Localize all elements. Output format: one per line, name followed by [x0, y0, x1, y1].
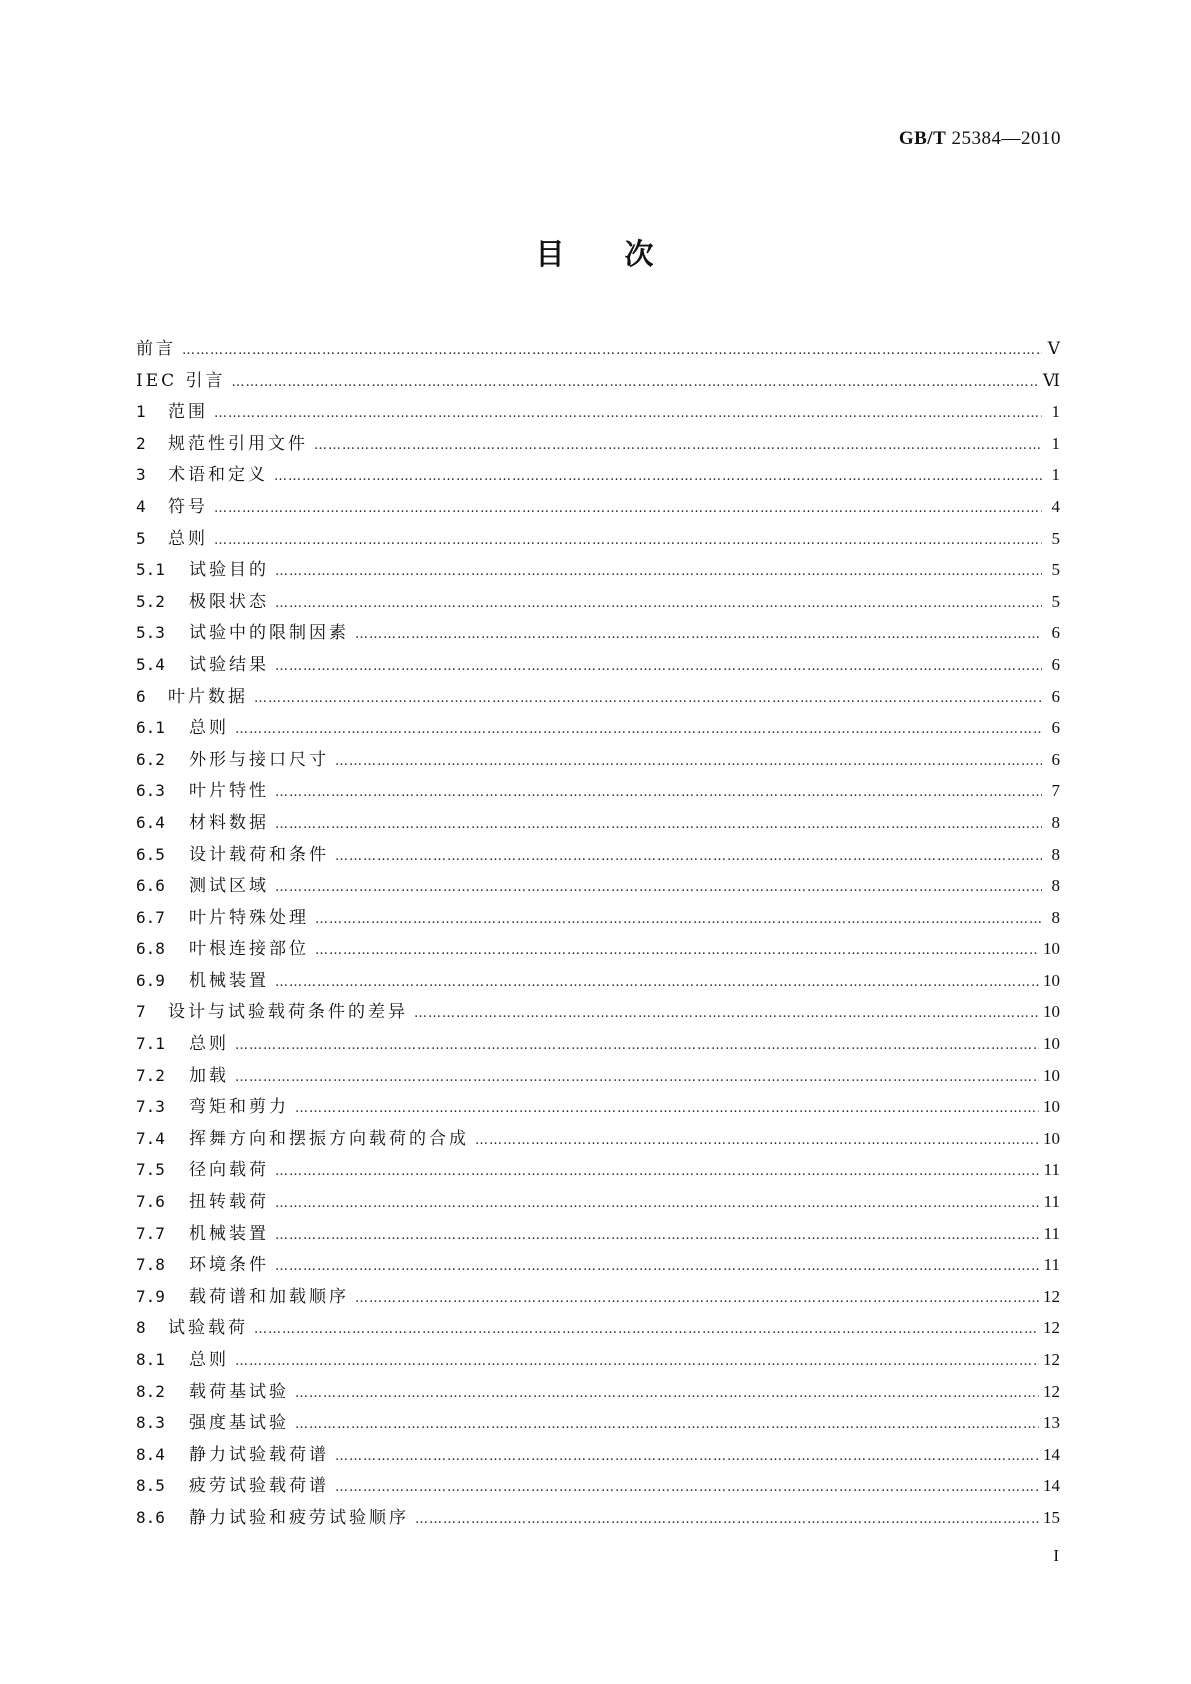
toc-entry[interactable]	[136, 1502, 1060, 1534]
toc-entry-page: 6	[1051, 749, 1060, 769]
toc-entry-page: 10	[1043, 939, 1060, 959]
page-title-char-2: 次	[624, 237, 656, 271]
toc-entry-page: 10	[1043, 1097, 1060, 1117]
toc-entry-number: 6.5	[136, 844, 165, 864]
toc-entry-page: 12	[1043, 1350, 1060, 1369]
toc-entry-label: 叶片特性	[189, 781, 269, 802]
toc-leader-dots	[214, 398, 1042, 430]
standard-code-prefix: GB/T	[898, 128, 947, 149]
toc-leader-dots	[414, 998, 1039, 1030]
page-title-char-1: 目	[535, 237, 567, 271]
toc-entry-label: 总则	[189, 718, 229, 739]
toc-entry[interactable]	[136, 807, 1060, 839]
toc-entry-label: 总则	[168, 528, 208, 549]
toc-leader-dots	[335, 841, 1042, 873]
toc-entry-number: 4	[136, 496, 146, 516]
toc-entry-label: 测试区域	[189, 876, 269, 897]
toc-entry-number: 5.4	[136, 654, 165, 674]
toc-entry-page: 12	[1043, 1286, 1060, 1306]
toc-entry[interactable]	[136, 1186, 1060, 1218]
toc-entry-number: 8.3	[136, 1413, 165, 1433]
toc-entry[interactable]	[136, 744, 1060, 776]
toc-entry-page: 10	[1043, 1002, 1060, 1022]
toc-entry[interactable]	[136, 491, 1060, 523]
toc-entry-page: 8	[1051, 844, 1060, 864]
page-number: I	[1053, 1546, 1059, 1565]
toc-entry-number: 7.8	[136, 1255, 165, 1275]
toc-entry-label: 载荷谱和加载顺序	[189, 1286, 349, 1307]
toc-leader-dots	[235, 714, 1042, 746]
toc-entry[interactable]	[136, 1312, 1060, 1344]
toc-entry-label: 试验载荷	[168, 1318, 248, 1339]
toc-entry-label: 试验结果	[189, 654, 269, 675]
toc-entry-number: 6	[136, 686, 146, 706]
toc-entry-label: 弯矩和剪力	[189, 1097, 289, 1118]
toc-leader-dots	[235, 1030, 1039, 1062]
toc-leader-dots	[295, 1409, 1039, 1441]
toc-entry[interactable]	[136, 459, 1060, 491]
toc-entry-page: 12	[1043, 1381, 1060, 1401]
toc-leader-dots	[355, 619, 1042, 651]
toc-entry[interactable]	[136, 586, 1060, 618]
toc-entry[interactable]	[136, 839, 1060, 871]
toc-entry[interactable]	[136, 396, 1060, 428]
toc-entry[interactable]	[136, 1281, 1060, 1313]
toc-entry-page: 8	[1051, 907, 1060, 927]
toc-entry-page: 10	[1043, 1034, 1060, 1054]
toc-entry-label: 机械装置	[189, 1223, 269, 1244]
toc-entry-label: IEC 引言	[136, 370, 226, 391]
toc-leader-dots	[295, 1093, 1039, 1125]
toc-entry[interactable]	[136, 1439, 1060, 1471]
toc-entry-page: 8	[1051, 812, 1060, 832]
toc-leader-dots	[254, 683, 1042, 715]
toc-entry[interactable]	[136, 1249, 1060, 1281]
toc-entry-label: 载荷基试验	[189, 1381, 289, 1402]
toc-entry-label: 疲劳试验载荷谱	[189, 1476, 329, 1497]
toc-entry[interactable]	[136, 1344, 1060, 1376]
toc-leader-dots	[274, 461, 1042, 493]
toc-entry-page: 1	[1051, 465, 1060, 485]
toc-leader-dots	[275, 651, 1042, 683]
toc-entry-label: 强度基试验	[189, 1413, 289, 1434]
toc-entry-number: 7.3	[136, 1097, 165, 1117]
toc-entry-page: 6	[1051, 623, 1060, 643]
toc-entry-label: 范围	[168, 402, 208, 423]
toc-entry-page: 6	[1051, 654, 1060, 674]
toc-leader-dots	[275, 777, 1042, 809]
toc-entry[interactable]	[136, 1218, 1060, 1250]
toc-entry[interactable]	[136, 1154, 1060, 1186]
toc-leader-dots	[295, 1378, 1039, 1410]
toc-leader-dots	[415, 1504, 1039, 1536]
toc-entry-label: 试验中的限制因素	[189, 623, 349, 644]
toc-entry-label: 叶片特殊处理	[189, 907, 309, 928]
toc-entry-page: 10	[1043, 1065, 1060, 1085]
toc-entry-page: 11	[1043, 1192, 1060, 1212]
page-title	[0, 232, 1191, 273]
toc-entry-number: 7.1	[136, 1034, 165, 1054]
standard-code	[899, 128, 1061, 150]
toc-leader-dots	[232, 367, 1039, 399]
toc-entry-label: 设计载荷和条件	[189, 844, 329, 865]
toc-entry[interactable]	[136, 965, 1060, 997]
toc-entry-number: 8	[136, 1318, 146, 1338]
toc-entry[interactable]	[136, 617, 1060, 649]
toc-entry-label: 符号	[168, 496, 208, 517]
toc-entry[interactable]	[136, 1060, 1060, 1092]
toc-entry-label: 叶根连接部位	[189, 939, 309, 960]
toc-entry-number: 5.2	[136, 591, 165, 611]
toc-entry[interactable]	[136, 933, 1060, 965]
toc-entry-number: 2	[136, 433, 146, 453]
toc-entry-page: 14	[1043, 1476, 1060, 1496]
toc-entry-number: 8.6	[136, 1507, 165, 1527]
toc-entry[interactable]	[136, 681, 1060, 713]
toc-entry-page: 8	[1051, 876, 1060, 896]
toc-entry-label: 环境条件	[189, 1255, 269, 1276]
toc-entry-number: 8.1	[136, 1350, 165, 1369]
toc-entry-number: 6.2	[136, 749, 165, 769]
toc-entry-page: 14	[1043, 1444, 1060, 1464]
table-of-contents	[136, 333, 1060, 1534]
toc-leader-dots	[275, 1220, 1040, 1252]
toc-entry-page: 11	[1043, 1223, 1060, 1243]
toc-entry-label: 扭转载荷	[189, 1192, 269, 1213]
toc-entry-page: 5	[1051, 591, 1060, 611]
toc-entry[interactable]	[136, 996, 1060, 1028]
toc-entry[interactable]	[136, 333, 1060, 365]
toc-entry-page: 1	[1051, 433, 1060, 453]
toc-entry-page: 6	[1051, 718, 1060, 738]
toc-entry-number: 7.6	[136, 1192, 165, 1212]
toc-entry-label: 材料数据	[189, 812, 269, 833]
toc-entry-label: 径向载荷	[189, 1160, 269, 1181]
toc-leader-dots	[275, 872, 1042, 904]
toc-leader-dots	[214, 493, 1042, 525]
toc-leader-dots	[315, 904, 1042, 936]
toc-entry-number: 6.3	[136, 781, 165, 801]
toc-entry[interactable]	[136, 1407, 1060, 1439]
toc-leader-dots	[235, 1062, 1039, 1094]
toc-entry-label: 外形与接口尺寸	[189, 749, 329, 770]
toc-entry-page: 13	[1043, 1413, 1060, 1433]
toc-entry[interactable]	[136, 1470, 1060, 1502]
toc-entry-page: 6	[1051, 686, 1060, 706]
toc-entry-number: 6.8	[136, 939, 165, 959]
toc-entry[interactable]	[136, 1028, 1060, 1060]
toc-entry-label: 加载	[189, 1065, 229, 1086]
toc-leader-dots	[275, 588, 1042, 620]
toc-entry[interactable]	[136, 870, 1060, 902]
toc-entry-page: 12	[1043, 1318, 1060, 1338]
toc-entry[interactable]	[136, 554, 1060, 586]
toc-entry-page: 5	[1051, 528, 1060, 548]
toc-entry[interactable]	[136, 712, 1060, 744]
toc-entry-number: 3	[136, 465, 146, 485]
toc-entry-number: 6.1	[136, 718, 165, 738]
toc-entry-page: Ⅵ	[1042, 370, 1060, 390]
toc-leader-dots	[235, 1346, 1039, 1378]
toc-leader-dots	[315, 935, 1039, 967]
toc-leader-dots	[214, 525, 1042, 557]
toc-leader-dots	[275, 556, 1042, 588]
toc-entry[interactable]	[136, 1123, 1060, 1155]
toc-leader-dots	[335, 746, 1042, 778]
toc-entry-number: 8.4	[136, 1444, 165, 1464]
toc-leader-dots	[275, 1188, 1040, 1220]
toc-entry-page: 1	[1051, 402, 1060, 422]
toc-entry-number: 5.1	[136, 560, 165, 580]
toc-entry[interactable]	[136, 1376, 1060, 1408]
toc-leader-dots	[182, 335, 1042, 367]
toc-entry[interactable]	[136, 1091, 1060, 1123]
toc-entry-number: 6.7	[136, 907, 165, 927]
toc-entry-number: 5	[136, 528, 146, 548]
toc-entry-page: 10	[1043, 970, 1060, 990]
toc-entry-number: 5.3	[136, 623, 165, 643]
toc-leader-dots	[475, 1125, 1039, 1157]
toc-entry-label: 总则	[189, 1350, 229, 1370]
toc-entry-number: 8.5	[136, 1476, 165, 1496]
toc-entry-label: 前言	[136, 339, 176, 359]
toc-entry[interactable]	[136, 365, 1060, 397]
toc-entry-page: 4	[1051, 496, 1060, 516]
toc-entry-page: 5	[1051, 560, 1060, 580]
toc-entry-label: 规范性引用文件	[168, 433, 308, 454]
toc-leader-dots	[335, 1441, 1039, 1473]
toc-entry[interactable]	[136, 523, 1060, 555]
toc-entry-number: 7.7	[136, 1223, 165, 1243]
toc-entry[interactable]	[136, 775, 1060, 807]
toc-entry-number: 8.2	[136, 1381, 165, 1401]
toc-entry-number: 7.2	[136, 1065, 165, 1085]
toc-leader-dots	[355, 1283, 1039, 1315]
toc-leader-dots	[254, 1314, 1039, 1346]
toc-entry-label: 静力试验和疲劳试验顺序	[189, 1507, 409, 1528]
toc-leader-dots	[275, 967, 1039, 999]
toc-leader-dots	[335, 1472, 1039, 1504]
toc-entry-number: 7.9	[136, 1286, 165, 1306]
toc-entry-number: 7.4	[136, 1128, 165, 1148]
toc-entry-label: 总则	[189, 1034, 229, 1055]
toc-entry-label: 术语和定义	[168, 465, 268, 486]
toc-entry-number: 7.5	[136, 1160, 165, 1180]
toc-entry[interactable]	[136, 902, 1060, 934]
toc-entry-page: 11	[1043, 1255, 1060, 1275]
toc-entry-page: 7	[1051, 781, 1060, 801]
toc-entry-number: 6.9	[136, 970, 165, 990]
toc-leader-dots	[314, 430, 1042, 462]
toc-entry-page: Ⅴ	[1047, 339, 1060, 358]
toc-entry[interactable]	[136, 649, 1060, 681]
toc-entry-number: 7	[136, 1002, 146, 1022]
toc-entry-page: 15	[1043, 1507, 1060, 1527]
toc-leader-dots	[275, 1156, 1040, 1188]
toc-entry-label: 设计与试验载荷条件的差异	[168, 1002, 408, 1023]
toc-entry-label: 叶片数据	[168, 686, 248, 707]
toc-entry-label: 静力试验载荷谱	[189, 1444, 329, 1465]
toc-entry-number: 6.6	[136, 876, 165, 896]
toc-entry[interactable]	[136, 428, 1060, 460]
toc-entry-page: 10	[1043, 1128, 1060, 1148]
toc-entry-number: 1	[136, 402, 146, 422]
toc-entry-label: 机械装置	[189, 970, 269, 991]
toc-entry-label: 试验目的	[189, 560, 269, 581]
toc-entry-page: 11	[1043, 1160, 1060, 1180]
toc-leader-dots	[275, 809, 1042, 841]
toc-leader-dots	[275, 1251, 1040, 1283]
toc-entry-number: 6.4	[136, 812, 165, 832]
toc-entry-label: 挥舞方向和摆振方向载荷的合成	[189, 1128, 469, 1149]
toc-entry-label: 极限状态	[189, 591, 269, 612]
standard-code-number: 25384—2010	[951, 128, 1061, 149]
